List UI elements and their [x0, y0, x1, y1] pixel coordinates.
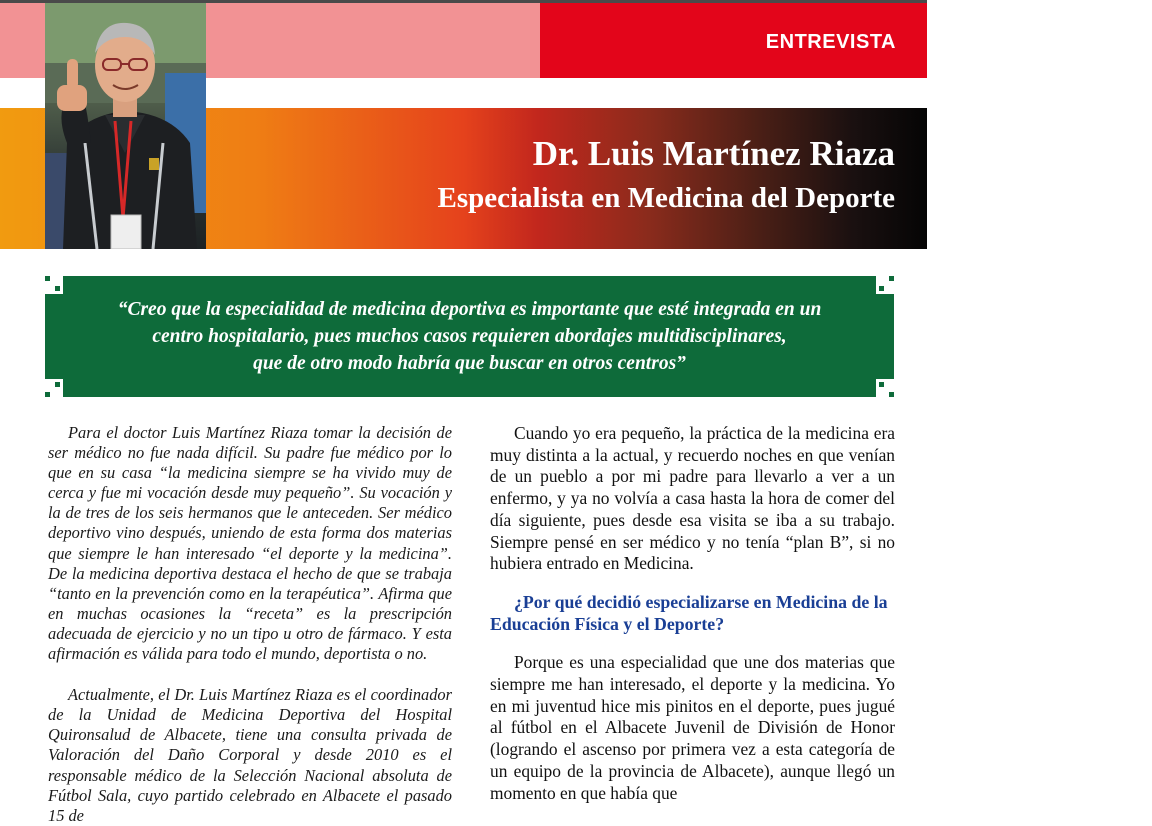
interviewee-name: Dr. Luis Martínez Riaza — [532, 134, 895, 173]
corner-ornament — [876, 276, 894, 294]
interview-column — [490, 423, 895, 804]
intro-paragraph: Actualmente, el Dr. Luis Martínez Riaza es el coordinador de la Unidad de Medicina Deportiva del Hospital Quironsalud de Albacete, tiene una consulta privada de Valoración del Daño Corporal y desde 2010 es el responsable médico de la Selección Nacional absoluta de Fútbol Sala, cuyo partido celebrado en Albacete el pasado 15 de — [48, 685, 452, 825]
pull-quote-line: “Creo que la especialidad de medicina deportiva es importante que esté integrada en un — [117, 299, 822, 320]
corner-ornament — [45, 379, 63, 397]
corner-ornament — [45, 276, 63, 294]
pull-quote-line: que de otro modo habría que buscar en otros centros” — [253, 353, 686, 374]
section-label: ENTREVISTA — [765, 31, 896, 53]
portrait-photo — [45, 3, 206, 249]
intro-column — [48, 423, 452, 826]
interviewee-role: Especialista en Medicina del Deporte — [437, 182, 895, 214]
intro-paragraph: Para el doctor Luis Martínez Riaza tomar la decisión de ser médico no fue nada difícil. Su padre fue médico por lo que en su casa “la medicina siempre se ha vivido muy de cerca y fue mi vocación desde muy pequeño”. Su vocación y la de tres de los seis hermanos que le anteceden. Ser médico deportivo vino después, uniendo de esta forma dos materias que siempre le han interesado “el deporte y la medicina”. De la medicina deportiva destaca el hecho de que se trabaja “tanto en la prevención como en la terapéutica”. Afirma que en muchas ocasiones la “receta” es la prescripción adecuada de ejercicio y no un tipo u otro de fármaco. Y esta afirmación es válida para todo el mundo, deportista o no. — [48, 423, 452, 664]
answer-paragraph: Porque es una especialidad que une dos materias que siempre me han interesado, el deporte y la medicina. Yo en mi juventud hice mis pinitos en el deporte, pues jugué al fútbol en el Albacete Juvenil de División de Honor (logrando el ascenso por primera vez a esta categoría de un equipo de la provincia de Albacete), aunque llegó un momento en que había que — [490, 652, 895, 803]
pull-quote-line: centro hospitalario, pues muchos casos requieren abordajes multidisciplinares, — [152, 326, 787, 347]
interview-question: ¿Por qué decidió especializarse en Medicina de la Educación Física y el Deporte? — [490, 591, 888, 634]
corner-ornament — [876, 379, 894, 397]
pull-quote — [45, 296, 894, 377]
answer-paragraph: Cuando yo era pequeño, la práctica de la medicina era muy distinta a la actual, y recuerdo noches en que venían de un pueblo a por mi padre para llevarlo a ver a un enfermo, y ya no volvía a casa hasta la hora de comer del día siguiente, pues desde esa visita se iba a su trabajo. Siempre pensé en ser médico y no tenía “plan B”, si no hubiera entrado en Medicina. — [490, 423, 895, 574]
portrait-thumbs-up-icon — [45, 3, 206, 249]
